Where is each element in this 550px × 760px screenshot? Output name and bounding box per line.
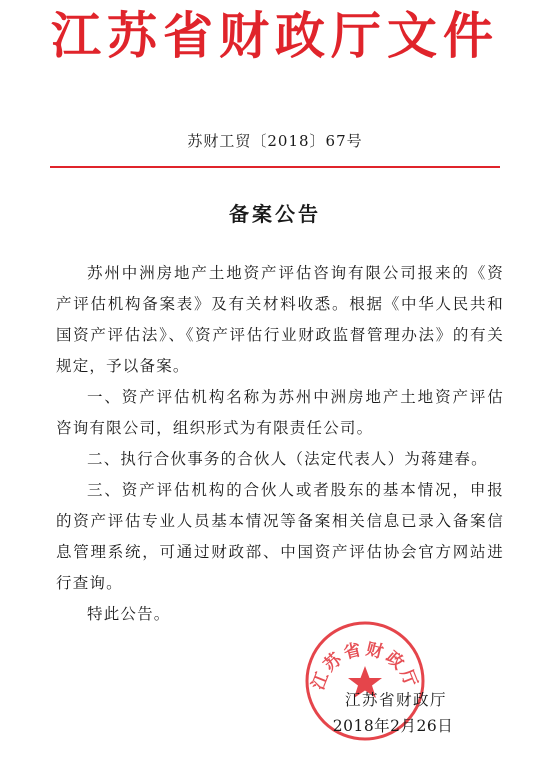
signature-date: 2018年2月26日 bbox=[332, 717, 454, 735]
body-paragraph: 一、资产评估机构名称为苏州中洲房地产土地资产评估咨询有限公司，组织形式为有限责任公司。 bbox=[56, 388, 504, 437]
document-masthead: 江苏省财政厅文件 bbox=[51, 6, 499, 65]
document-body bbox=[56, 258, 504, 630]
body-paragraph: 三、资产评估机构的合伙人或者股东的基本情况，申报的资产评估专业人员基本情况等备案相关信息已录入备案信息管理系统，可通过财政部、中国资产评估协会官方网站进行查询。 bbox=[56, 481, 504, 592]
header-divider bbox=[50, 166, 500, 168]
body-paragraph: 特此公告。 bbox=[87, 605, 171, 623]
body-paragraph: 二、执行合伙事务的合伙人（法定代表人）为蒋建春。 bbox=[87, 450, 488, 468]
svg-text:江苏省财政厅: 江苏省财政厅 bbox=[308, 639, 422, 693]
document-title: 备案公告 bbox=[229, 202, 321, 226]
document-number: 苏财工贸〔2018〕67号 bbox=[187, 132, 363, 150]
body-paragraph: 苏州中洲房地产土地资产评估咨询有限公司报来的《资产评估机构备案表》及有关材料收悉。根据《中华人民共和国资产评估法》、《资产评估行业财政监督管理办法》的有关规定，予以备案。 bbox=[56, 264, 504, 375]
signature-organization: 江苏省财政厅 bbox=[344, 691, 447, 709]
